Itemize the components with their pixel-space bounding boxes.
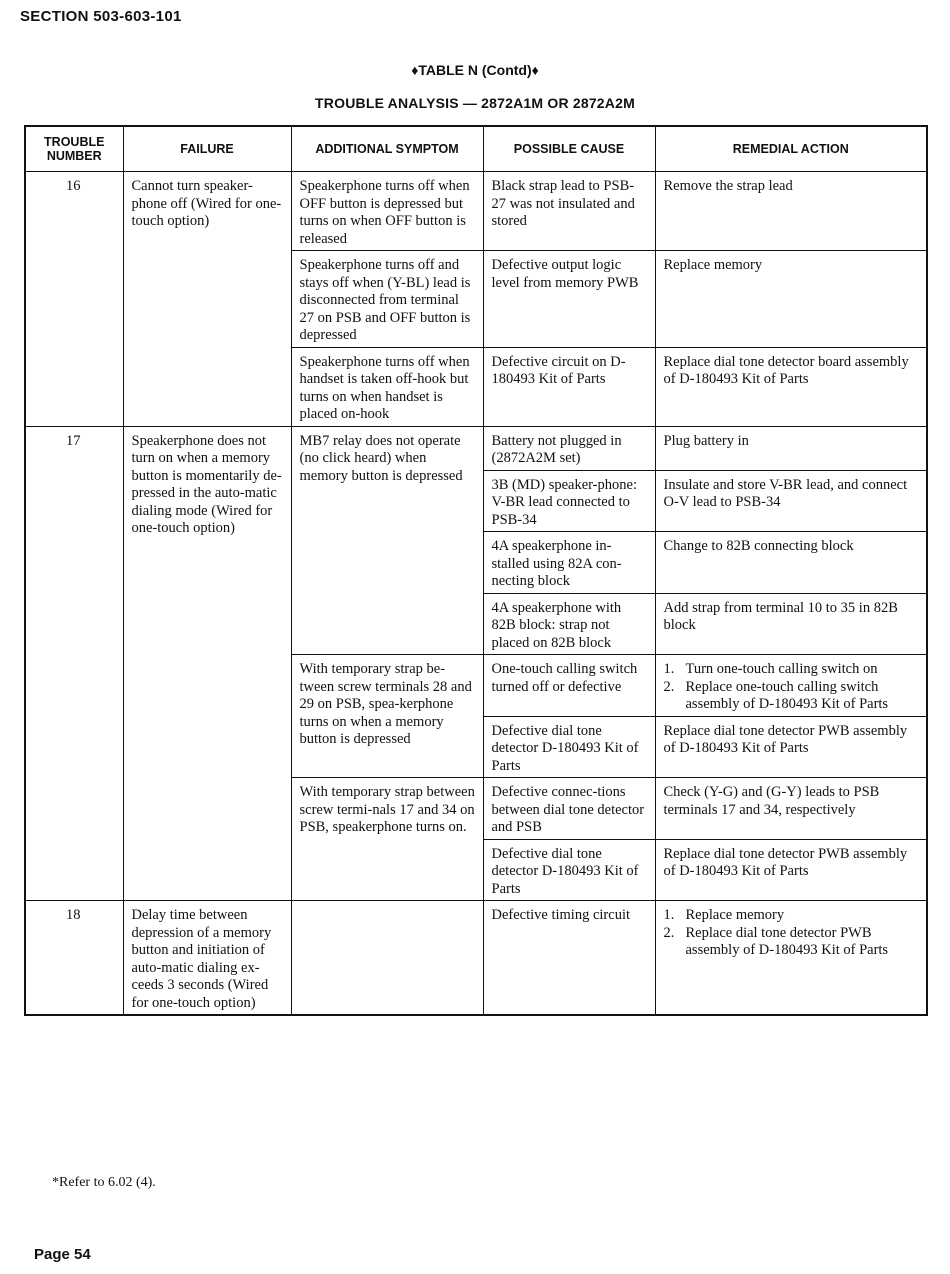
symptom-cell: Speakerphone turns off and stays off when (Y-BL) lead is disconnected from terminal 27 on PSB and OFF button is depressed — [291, 251, 483, 348]
failure-cell: Speakerphone does not turn on when a memory button is momentarily de-pressed in the auto-matic dialing mode (Wired for one-touch option) — [123, 426, 291, 901]
item-text: Turn one-touch calling switch on — [685, 661, 878, 677]
trouble-number-cell: 17 — [25, 426, 123, 901]
remedial-action-item — [664, 907, 921, 925]
table-title: ♦TABLE N (Contd)♦ — [411, 62, 539, 78]
remedial-action-cell: Plug battery in — [655, 426, 927, 470]
remedial-action-cell: Remove the strap lead — [655, 172, 927, 251]
possible-cause-cell: Defective output logic level from memory PWB — [483, 251, 655, 348]
possible-cause-cell: Defective dial tone detector D-180493 Kit of Parts — [483, 716, 655, 778]
possible-cause-cell: Defective connec-tions between dial tone detector and PSB — [483, 778, 655, 840]
symptom-cell: Speakerphone turns off when handset is taken off-hook but turns on when handset is placed on-hook — [291, 347, 483, 426]
symptom-cell — [291, 901, 483, 1016]
table-row — [25, 172, 927, 251]
possible-cause-cell: Defective dial tone detector D-180493 Kit of Parts — [483, 839, 655, 901]
remedial-action-cell: Check (Y-G) and (G-Y) leads to PSB terminals 17 and 34, respectively — [655, 778, 927, 840]
table-subtitle: TROUBLE ANALYSIS — 2872A1M OR 2872A2M — [315, 95, 635, 111]
possible-cause-cell: Battery not plugged in (2872A2M set) — [483, 426, 655, 470]
column-header-possible-cause: POSSIBLE CAUSE — [483, 126, 655, 172]
item-number: 2. — [663, 678, 675, 695]
remedial-action-cell — [655, 901, 927, 1016]
table-row — [25, 426, 927, 470]
symptom-cell: With temporary strap be-tween screw terminals 28 and 29 on PSB, spea-kerphone turns on when a memory button is depressed — [291, 655, 483, 778]
remedial-action-cell: Replace dial tone detector board assembly of D-180493 Kit of Parts — [655, 347, 927, 426]
possible-cause-cell: 4A speakerphone in-stalled using 82A con-necting block — [483, 532, 655, 594]
item-text: Replace one-touch calling switch assembly of D-180493 Kit of Parts — [685, 678, 889, 712]
item-number: 2. — [663, 924, 675, 941]
symptom-cell: With temporary strap between screw termi-nals 17 and 34 on PSB, speakerphone turns on. — [291, 778, 483, 901]
remedial-action-cell: Replace dial tone detector PWB assembly of D-180493 Kit of Parts — [655, 716, 927, 778]
remedial-action-cell: Add strap from terminal 10 to 35 in 82B block — [655, 593, 927, 655]
remedial-action-item — [664, 679, 921, 714]
remedial-action-item — [664, 661, 921, 679]
item-text: Replace memory — [685, 907, 785, 923]
section-header: SECTION 503-603-101 — [20, 8, 182, 25]
remedial-action-cell: Replace dial tone detector PWB assembly of D-180493 Kit of Parts — [655, 839, 927, 901]
page-number: Page 54 — [34, 1246, 91, 1263]
symptom-cell: MB7 relay does not operate (no click heard) when memory button is depressed — [291, 426, 483, 655]
column-header-remedial-action: REMEDIAL ACTION — [655, 126, 927, 172]
trouble-number-cell: 18 — [25, 901, 123, 1016]
possible-cause-cell: Defective timing circuit — [483, 901, 655, 1016]
item-number: 1. — [663, 907, 675, 923]
table-header-row — [25, 126, 927, 172]
possible-cause-cell: 3B (MD) speaker-phone: V-BR lead connected to PSB-34 — [483, 470, 655, 532]
column-header-additional-symptom: ADDITIONAL SYMPTOM — [291, 126, 483, 172]
footnote: *Refer to 6.02 (4). — [52, 1175, 156, 1190]
remedial-action-cell: Insulate and store V-BR lead, and connect O-V lead to PSB-34 — [655, 470, 927, 532]
table-row — [25, 901, 927, 1016]
table-body — [25, 172, 927, 1016]
remedial-action-item — [664, 925, 921, 960]
possible-cause-cell: Black strap lead to PSB-27 was not insulated and stored — [483, 172, 655, 251]
remedial-action-cell: Change to 82B connecting block — [655, 532, 927, 594]
symptom-cell: Speakerphone turns off when OFF button is depressed but turns on when OFF button is released — [291, 172, 483, 251]
failure-cell: Cannot turn speaker-phone off (Wired for one-touch option) — [123, 172, 291, 427]
item-number: 1. — [663, 661, 675, 677]
possible-cause-cell: Defective circuit on D-180493 Kit of Parts — [483, 347, 655, 426]
possible-cause-cell: 4A speakerphone with 82B block: strap not placed on 82B block — [483, 593, 655, 655]
failure-cell: Delay time between depression of a memory button and initiation of auto-matic dialing ex-ceeds 3 seconds (Wired for one-touch option) — [123, 901, 291, 1016]
remedial-action-cell — [655, 655, 927, 717]
possible-cause-cell: One-touch calling switch turned off or defective — [483, 655, 655, 717]
column-header-failure: FAILURE — [123, 126, 291, 172]
remedial-action-cell: Replace memory — [655, 251, 927, 348]
column-header-trouble-number: TROUBLE NUMBER — [25, 126, 123, 172]
trouble-number-cell: 16 — [25, 172, 123, 427]
trouble-analysis-table — [24, 125, 928, 1016]
item-text: Replace dial tone detector PWB assembly of D-180493 Kit of Parts — [685, 924, 889, 958]
